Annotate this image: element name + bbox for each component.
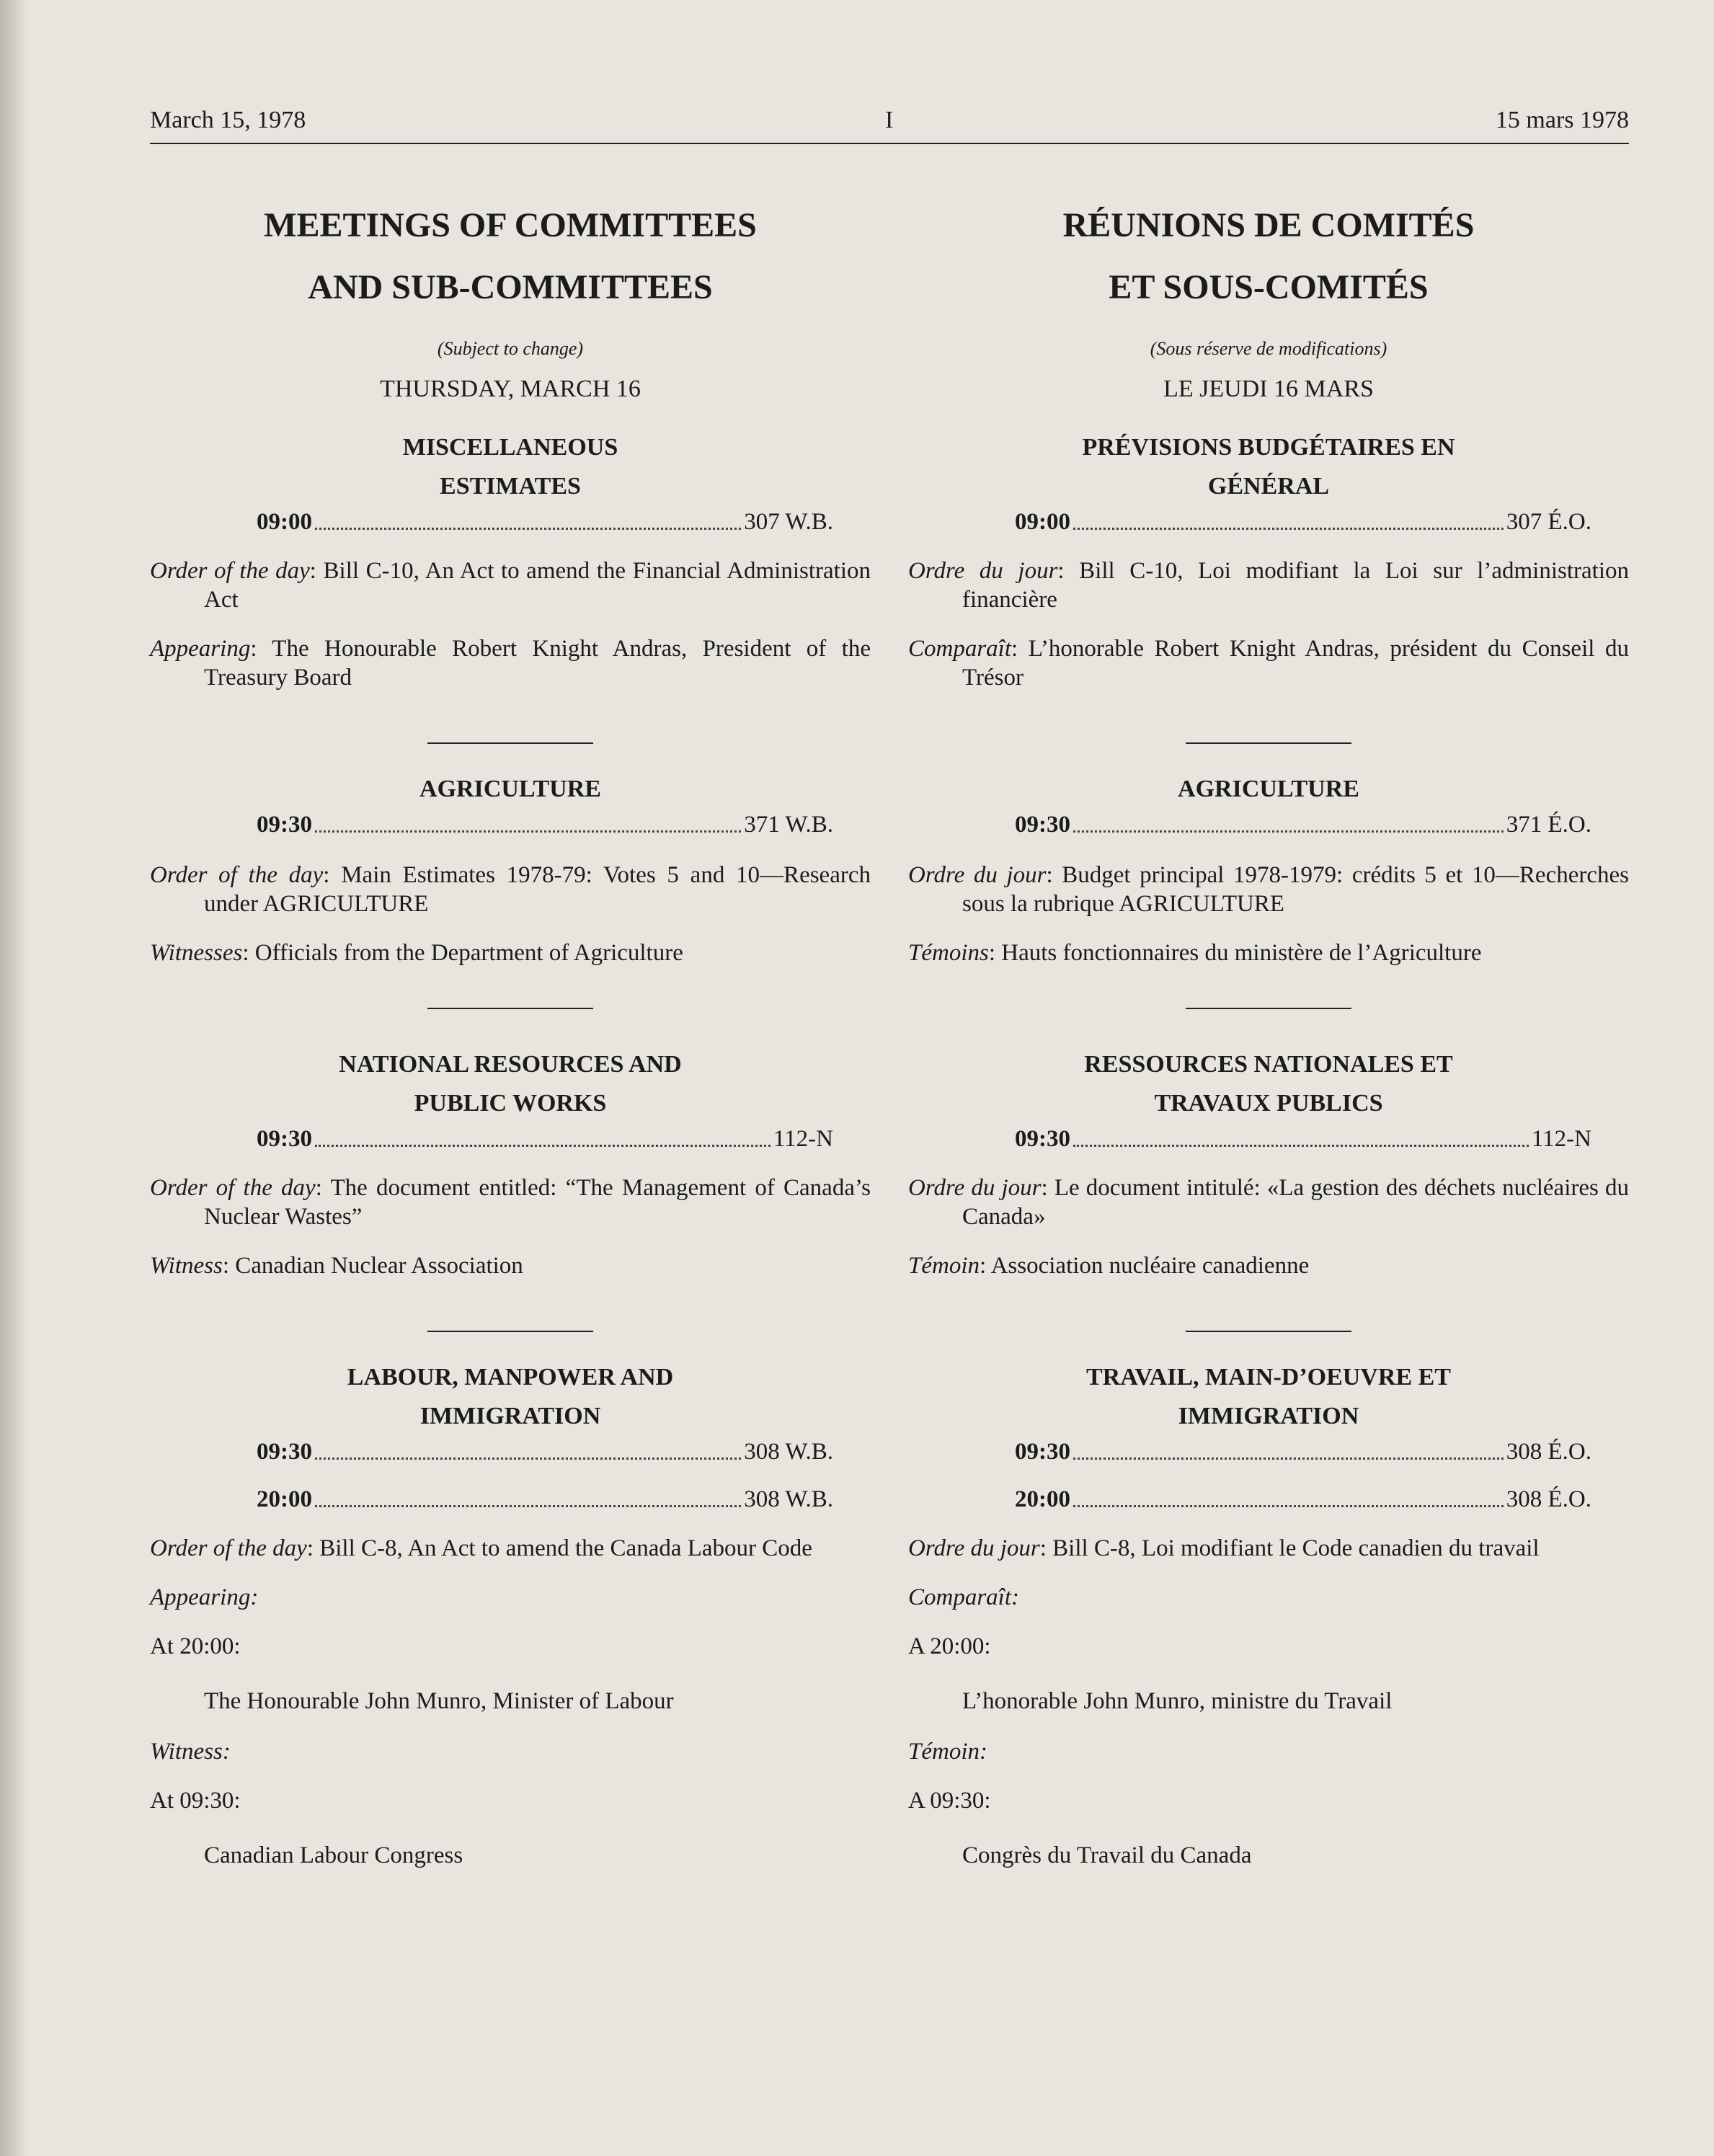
committee-name-line: PUBLIC WORKS — [414, 1090, 607, 1117]
order-of-day — [908, 1534, 1629, 1563]
committee-block — [150, 1358, 871, 1870]
leader-dots — [1073, 506, 1504, 530]
schedule-line — [1015, 506, 1591, 538]
order-text: : Le document intitulé: «La gestion des déchets nucléaires du Canada» — [962, 1175, 1629, 1230]
witness-organization: Canadian Labour Congress — [204, 1842, 463, 1868]
order-of-day — [150, 1534, 871, 1563]
committee-name-line: MISCELLANEOUS — [402, 434, 618, 461]
schedule-line — [1015, 1436, 1591, 1468]
section-divider — [1186, 742, 1351, 744]
title-line-1: MEETINGS OF COMMITTEES — [264, 206, 757, 244]
meeting-time: 09:30 — [1015, 1126, 1070, 1152]
meeting-time: 09:30 — [1015, 812, 1070, 838]
committee-name-line: AGRICULTURE — [1178, 776, 1359, 802]
witness-time: At 09:30: — [150, 1788, 241, 1814]
committee-name — [150, 1045, 871, 1123]
committee-name — [150, 1358, 871, 1436]
order-text: : Bill C-10, Loi modifiant la Loi sur l’administration financière — [962, 558, 1629, 613]
appearing — [908, 634, 1629, 692]
header-date-french: 15 mars 1978 — [1495, 107, 1629, 133]
appearing-label: Appearing: — [150, 1584, 259, 1610]
schedule-line — [257, 1436, 833, 1468]
witness-label: Témoins — [908, 940, 989, 966]
order-label: Order of the day — [150, 1535, 307, 1561]
appearing-person: L’honorable John Munro, ministre du Travail — [962, 1688, 1393, 1714]
leader-dots — [315, 809, 741, 833]
committee-block — [150, 770, 871, 967]
appearing — [150, 634, 871, 692]
page-header — [150, 107, 1629, 144]
meeting-room: 308 É.O. — [1506, 1439, 1591, 1465]
title-line-1: RÉUNIONS DE COMITÉS — [1062, 206, 1475, 244]
committee-block — [908, 770, 1629, 967]
order-label: Order of the day — [150, 558, 310, 584]
subtitle-french: (Sous réserve de modifications) — [1150, 338, 1387, 359]
committee-name-line: PRÉVISIONS BUDGÉTAIRES EN — [1082, 434, 1455, 461]
witnesses — [150, 939, 871, 967]
subtitle-english: (Subject to change) — [437, 338, 584, 359]
committee-name-line: AGRICULTURE — [419, 776, 601, 802]
committee-name-line: TRAVAIL, MAIN-D’OEUVRE ET — [1086, 1364, 1451, 1390]
witness-organization: Congrès du Travail du Canada — [962, 1842, 1252, 1868]
meeting-room: 307 W.B. — [744, 509, 833, 535]
committee-name — [908, 428, 1629, 506]
committee-block — [150, 428, 871, 692]
appearing-label: Appearing — [150, 636, 251, 662]
committee-name-line: TRAVAUX PUBLICS — [1154, 1090, 1383, 1117]
leader-dots — [315, 506, 741, 530]
order-of-day — [150, 861, 871, 918]
witness-text: : Officials from the Department of Agriculture — [242, 940, 683, 966]
page-title-english — [150, 195, 871, 319]
committee-block — [908, 428, 1629, 692]
leader-dots — [1073, 1436, 1504, 1460]
appearing-label: Comparaît — [908, 636, 1012, 662]
meeting-time: 09:30 — [257, 1439, 312, 1465]
witness-label: Témoin: — [908, 1739, 987, 1765]
meeting-time: 20:00 — [1015, 1486, 1070, 1512]
order-label: Ordre du jour — [908, 862, 1047, 888]
committee-block — [908, 1358, 1629, 1870]
committee-name-line: RESSOURCES NATIONALES ET — [1084, 1051, 1453, 1078]
leader-dots — [1073, 809, 1504, 833]
meeting-room: 308 W.B. — [744, 1486, 833, 1512]
order-text: : Bill C-8, Loi modifiant le Code canadien du travail — [1039, 1535, 1540, 1561]
committee-name-line: IMMIGRATION — [419, 1403, 601, 1429]
witnesses — [908, 939, 1629, 967]
appearing-time: A 20:00: — [908, 1633, 991, 1659]
committee-block — [150, 1045, 871, 1280]
meeting-day-french: LE JEUDI 16 MARS — [1163, 376, 1374, 402]
page-title-french — [908, 195, 1629, 319]
committee-block — [908, 1045, 1629, 1280]
order-label: Order of the day — [150, 1175, 316, 1201]
order-text: : Main Estimates 1978-79: Votes 5 and 10—Research under AGRICULTURE — [204, 862, 871, 917]
header-date-english: March 15, 1978 — [150, 107, 306, 133]
meeting-time: 09:30 — [257, 812, 312, 838]
witness-label: Témoin — [908, 1253, 980, 1279]
section-divider — [1186, 1331, 1351, 1332]
meeting-room: 307 É.O. — [1506, 509, 1591, 535]
meeting-room: 112-N — [773, 1126, 833, 1152]
english-column — [150, 195, 871, 1870]
order-of-day — [150, 556, 871, 614]
order-label: Ordre du jour — [908, 1175, 1042, 1201]
meeting-room: 371 É.O. — [1506, 812, 1591, 838]
witness-label: Witness — [150, 1253, 223, 1279]
schedule-line — [1015, 809, 1591, 840]
schedule-line — [1015, 1123, 1591, 1155]
page-number: I — [885, 107, 894, 133]
order-of-day — [908, 861, 1629, 918]
witness-label: Witnesses — [150, 940, 243, 966]
schedule-line — [257, 506, 833, 538]
leader-dots — [1073, 1123, 1529, 1147]
meeting-time: 09:30 — [1015, 1439, 1070, 1465]
committee-name — [150, 428, 871, 506]
witness-text: : Association nucléaire canadienne — [980, 1253, 1310, 1279]
meeting-room: 371 W.B. — [744, 812, 833, 838]
meeting-time: 20:00 — [257, 1486, 312, 1512]
appearing-label: Comparaît: — [908, 1584, 1020, 1610]
section-divider — [427, 742, 593, 744]
witness-text: : Canadian Nuclear Association — [222, 1253, 523, 1279]
leader-dots — [315, 1436, 741, 1460]
meeting-room: 308 W.B. — [744, 1439, 833, 1465]
section-divider — [427, 1008, 593, 1009]
order-label: Ordre du jour — [908, 558, 1058, 584]
leader-dots — [315, 1483, 741, 1507]
meeting-time: 09:30 — [257, 1126, 312, 1152]
witness-text: : Hauts fonctionnaires du ministère de l’Agriculture — [988, 940, 1482, 966]
committee-name — [908, 1358, 1629, 1436]
order-text: : Budget principal 1978-1979: crédits 5 et 10—Recherches sous la rubrique AGRICULTURE — [962, 862, 1630, 917]
schedule-line — [257, 809, 833, 840]
committee-name-line: ESTIMATES — [440, 473, 581, 500]
witness — [908, 1251, 1629, 1280]
order-label: Order of the day — [150, 862, 324, 888]
order-text: : Bill C-8, An Act to amend the Canada Labour Code — [306, 1535, 812, 1561]
committee-name-line: NATIONAL RESOURCES AND — [339, 1051, 682, 1078]
committee-name — [150, 770, 871, 809]
order-label: Ordre du jour — [908, 1535, 1040, 1561]
appearing-text: : The Honourable Robert Knight Andras, President of the Treasury Board — [204, 636, 871, 691]
order-of-day — [908, 556, 1629, 614]
committee-name-line: GÉNÉRAL — [1207, 473, 1330, 500]
meeting-day-english: THURSDAY, MARCH 16 — [380, 376, 641, 402]
order-of-day — [150, 1174, 871, 1231]
committee-name — [908, 770, 1629, 809]
order-text: : The document entitled: “The Management of Canada’s Nuclear Wastes” — [204, 1175, 871, 1230]
french-column — [908, 195, 1629, 1870]
witness-label: Witness: — [150, 1739, 231, 1765]
committee-name-line: LABOUR, MANPOWER AND — [347, 1364, 674, 1390]
leader-dots — [1073, 1483, 1504, 1507]
appearing-person: The Honourable John Munro, Minister of Labour — [204, 1688, 674, 1714]
schedule-line — [257, 1123, 833, 1155]
schedule-line — [257, 1483, 833, 1515]
witness-time: A 09:30: — [908, 1788, 991, 1814]
meeting-time: 09:00 — [1015, 509, 1070, 535]
meeting-room: 308 É.O. — [1506, 1486, 1591, 1512]
order-of-day — [908, 1174, 1629, 1231]
meeting-room: 112-N — [1531, 1126, 1591, 1152]
page-edge-shadow — [0, 0, 29, 2156]
committee-name — [908, 1045, 1629, 1123]
title-line-2: ET SOUS-COMITÉS — [1109, 268, 1429, 306]
appearing-time: At 20:00: — [150, 1633, 241, 1659]
order-text: : Bill C-10, An Act to amend the Financial Administration Act — [204, 558, 871, 613]
committee-name-line: IMMIGRATION — [1178, 1403, 1359, 1429]
witness — [150, 1251, 871, 1280]
appearing-text: : L’honorable Robert Knight Andras, président du Conseil du Trésor — [962, 636, 1629, 691]
section-divider — [1186, 1008, 1351, 1009]
section-divider — [427, 1331, 593, 1332]
meeting-time: 09:00 — [257, 509, 312, 535]
title-line-2: AND SUB-COMMITTEES — [308, 268, 713, 306]
schedule-line — [1015, 1483, 1591, 1515]
leader-dots — [315, 1123, 771, 1147]
